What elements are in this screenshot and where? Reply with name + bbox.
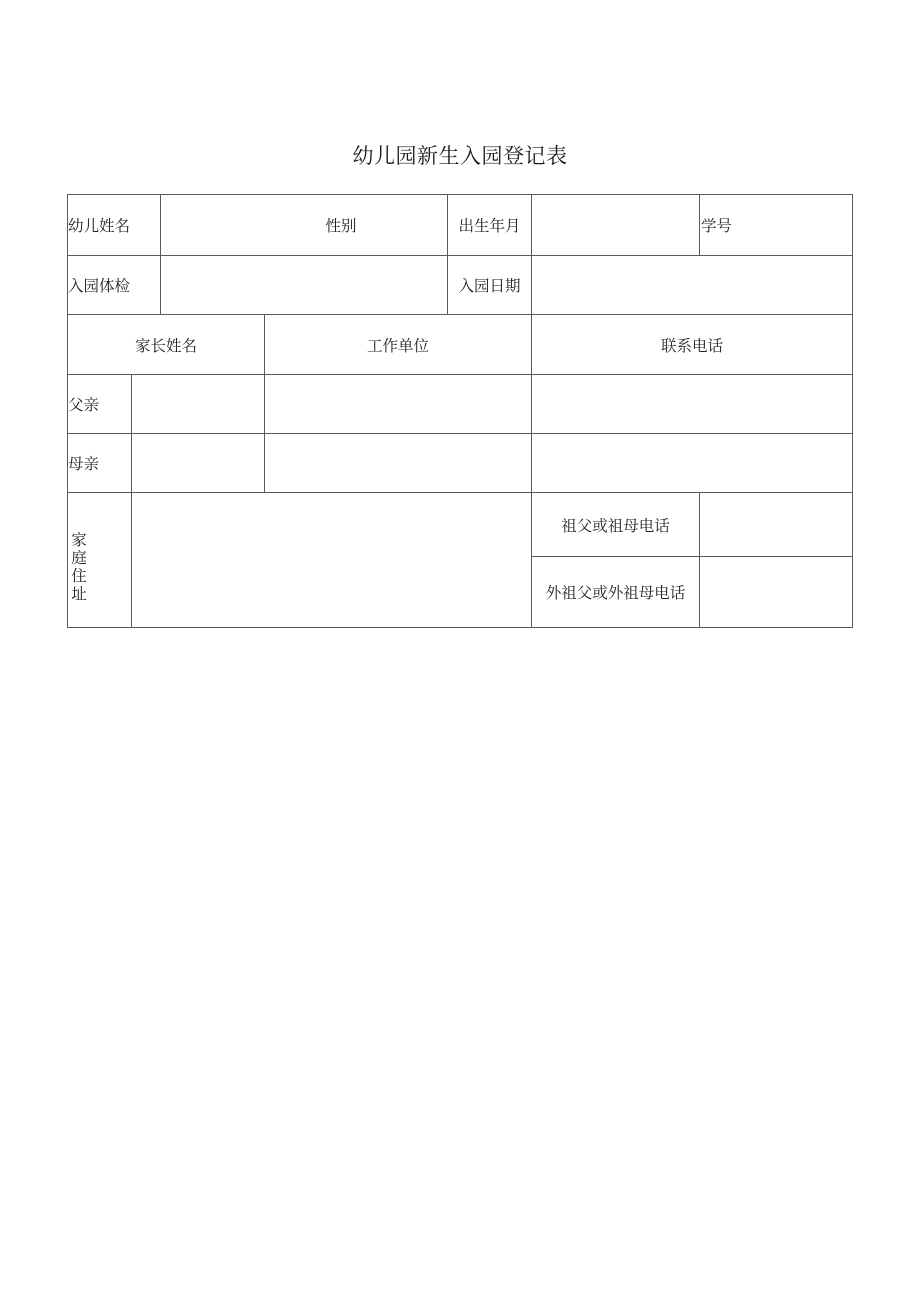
mother-label: 母亲: [68, 455, 100, 473]
maternal-grandparents-phone-field[interactable]: [700, 557, 852, 627]
health-check-label: 入园体检: [68, 277, 131, 295]
gender-label: 性别: [325, 217, 357, 235]
maternal-grandparents-phone-label: 外祖父或外祖母电话: [545, 584, 686, 602]
grandparents-phone-label: 祖父或祖母电话: [561, 516, 670, 535]
health-check-field[interactable]: [161, 256, 447, 314]
birth-date-field[interactable]: [532, 195, 699, 255]
registration-form-table: [67, 194, 853, 628]
student-id-field[interactable]: [760, 195, 852, 255]
gender-field[interactable]: [385, 195, 447, 255]
father-label: 父亲: [68, 396, 100, 414]
father-phone-field[interactable]: [532, 375, 852, 433]
father-name-field[interactable]: [132, 375, 264, 433]
home-address-label: 家庭住址: [71, 531, 87, 603]
table-border-bottom: [67, 627, 853, 628]
work-unit-header: 工作单位: [366, 336, 429, 355]
home-address-field[interactable]: [132, 493, 531, 627]
parent-name-header: 家长姓名: [134, 336, 197, 355]
mother-work-unit-field[interactable]: [265, 434, 531, 492]
grandparents-phone-field[interactable]: [700, 493, 852, 556]
table-border-right: [852, 194, 853, 628]
entry-date-field[interactable]: [532, 256, 852, 314]
entry-date-label: 入园日期: [458, 277, 521, 295]
mother-phone-field[interactable]: [532, 434, 852, 492]
father-work-unit-field[interactable]: [265, 375, 531, 433]
student-id-label: 学号: [701, 217, 733, 235]
form-title: 幼儿园新生入园登记表: [352, 144, 568, 168]
birth-date-label: 出生年月: [458, 217, 521, 235]
mother-name-field[interactable]: [132, 434, 264, 492]
contact-phone-header: 联系电话: [660, 336, 723, 355]
child-name-label: 幼儿姓名: [68, 217, 131, 235]
